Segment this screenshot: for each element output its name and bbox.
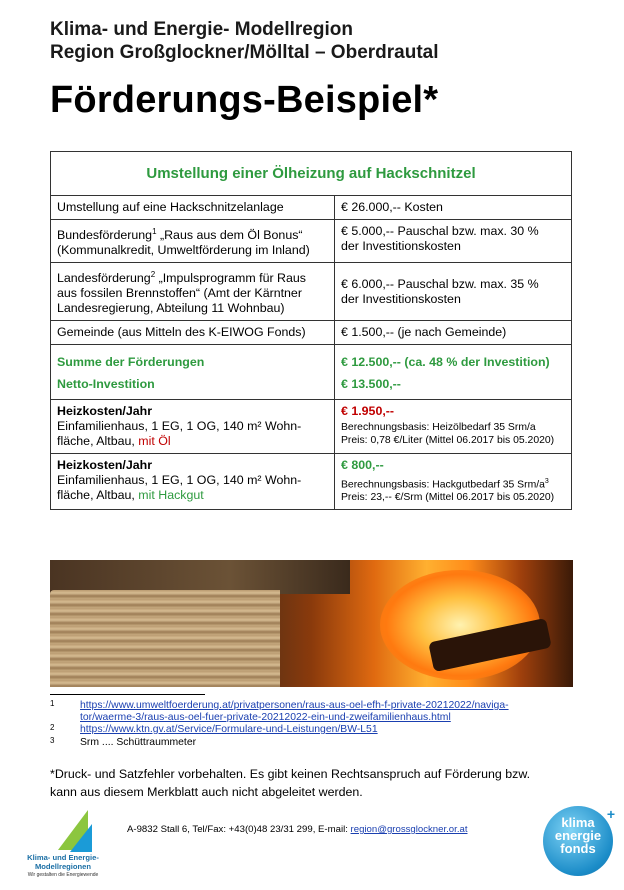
row1-left: Umstellung auf eine Hackschnitzelanlage bbox=[51, 196, 335, 220]
row4-left: Gemeinde (aus Mitteln des K-EIWOG Fonds) bbox=[51, 321, 335, 345]
header-line-1: Klima- und Energie- Modellregion bbox=[50, 19, 353, 40]
row3-right: € 6.000,-- Pauschal bzw. max. 35 % der Investitionskosten bbox=[335, 263, 572, 321]
disclaimer: *Druck- und Satzfehler vorbehalten. Es gibt keinen Rechtsanspruch auf Förderung bzw. kann aus diesem Merkblatt auch nicht abgeleitet werden. bbox=[50, 767, 531, 799]
footnote-1-link-cont[interactable]: tor/waerme-3/raus-aus-oel-fuer-private-20212022-ein-und-zweifamilienhaus.html bbox=[80, 712, 451, 723]
footnote-2-link[interactable]: https://www.ktn.gv.at/Service/Formulare-und-Leistungen/BW-L51 bbox=[80, 724, 378, 735]
table-row bbox=[51, 220, 572, 263]
row6-left: Heizkosten/Jahr Einfamilienhaus, 1 EG, 1 OG, 140 m² Wohn- fläche, Altbau, mit Öl bbox=[51, 400, 335, 454]
row5-right: € 12.500,-- (ca. 48 % der Investition) € 13.500,-- bbox=[335, 345, 572, 400]
row2-right: € 5.000,-- Pauschal bzw. max. 30 % der Investitionskosten bbox=[335, 220, 572, 263]
row5-left: Summe der Förderungen Netto-Investition bbox=[51, 345, 335, 400]
table-row bbox=[51, 321, 572, 345]
row6-right: € 1.950,-- Berechnungsbasis: Heizölbedarf 35 Srm/a Preis: 0,78 €/Liter (Mittel 06.2017 bis 05.2020) bbox=[335, 400, 572, 454]
klima-energie-fonds-logo: klima energie fonds + bbox=[543, 806, 613, 876]
row2-left: Bundesförderung$^1$ „Raus aus dem Öl Bonus“ (Kommunalkredit, Umweltförderung im Inland) bbox=[51, 220, 335, 263]
table-row bbox=[51, 454, 572, 509]
header-line-2: Region Großglockner/Mölltal – Oberdrautal bbox=[50, 42, 439, 63]
footer-address: A-9832 Stall 6, Tel/Fax: +43(0)48 23/31 299, E-mail: region@grossglockner.or.at bbox=[127, 824, 468, 835]
row4-right: € 1.500,-- (je nach Gemeinde) bbox=[335, 321, 572, 345]
table-heading: Umstellung einer Ölheizung auf Hackschnitzel bbox=[51, 152, 572, 196]
table-row bbox=[51, 196, 572, 220]
row3-left: Landesförderung$^2$ „Impulsprogramm für Raus aus fossilen Brennstoffen“ (Amt der Kärntner Landesregierung, Abteilung 11 Wohnbau) bbox=[51, 263, 335, 321]
email-link[interactable]: region@grossglockner.or.at bbox=[350, 824, 468, 835]
funding-table bbox=[50, 151, 572, 510]
wood-fire-photo bbox=[50, 560, 573, 687]
row1-right: € 26.000,-- Kosten bbox=[335, 196, 572, 220]
klima-energie-modellregionen-logo: Klima- und Energie- Modellregionen Wir gestalten die Energiewende bbox=[18, 810, 108, 880]
footnote-divider bbox=[50, 694, 205, 695]
page-title: Förderungs-Beispiel* bbox=[50, 79, 439, 121]
table-heading-row bbox=[51, 152, 572, 196]
header bbox=[50, 18, 439, 64]
row7-right: € 800,-- Berechnungsbasis: Hackgutbedarf 35 Srm/$a^3$ Preis: 23,-- €/Srm (Mittel 06.2017 bis 05.2020) bbox=[335, 454, 572, 509]
footnote-1-link[interactable]: https://www.umweltfoerderung.at/privatpersonen/raus-aus-oel-efh-f-private-20212022/naviga- bbox=[80, 700, 509, 711]
row7-left: Heizkosten/Jahr Einfamilienhaus, 1 EG, 1 OG, 140 m² Wohn- fläche, Altbau, mit Hackgut bbox=[51, 454, 335, 509]
table-row bbox=[51, 345, 572, 400]
table-row bbox=[51, 263, 572, 321]
table-row bbox=[51, 400, 572, 454]
